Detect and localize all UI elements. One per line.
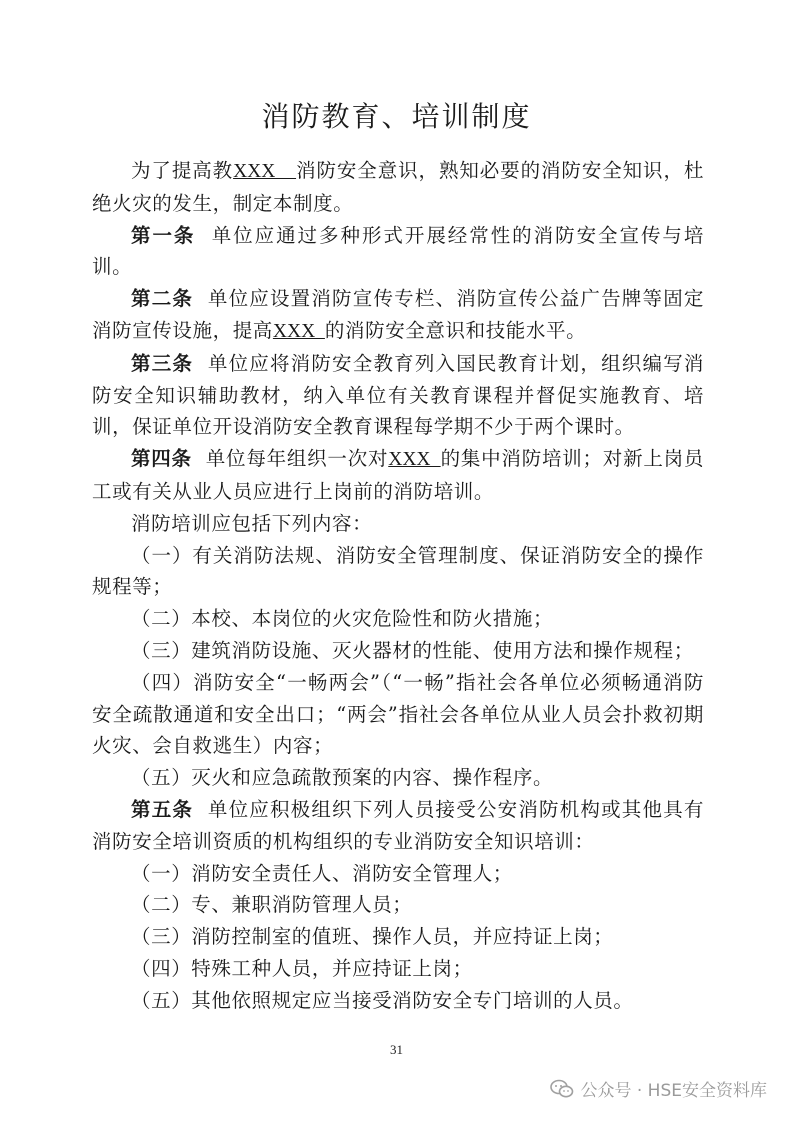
watermark xyxy=(550,1076,767,1101)
list-item: （二）专、兼职消防管理人员； xyxy=(131,893,413,917)
document-title: 消防教育、培训制度 xyxy=(261,100,532,133)
article-label: 第三条 xyxy=(131,351,194,375)
article-text-a: 单位每年组织一次对 xyxy=(191,447,389,471)
placeholder-underline: XXX xyxy=(272,320,325,342)
article-text: 单位应将消防安全教育列入国民教育计划，组织编写消防安全知识辅助教材，纳入单位有关教育课程并督促实施教育、培训，保证单位开设消防安全教育课程每学期不少于两个课时。 xyxy=(92,351,704,439)
article-4 xyxy=(92,443,704,508)
article-label: 第四条 xyxy=(131,447,192,471)
list-item: （四）特殊工种人员，并应持证上岗； xyxy=(131,956,473,980)
list-item: （二）本校、本岗位的火灾危险性和防火措施； xyxy=(131,607,554,631)
article-text: 单位应通过多种形式开展经常性的消防安全宣传与培训。 xyxy=(92,223,704,279)
placeholder-underline: XXX xyxy=(388,449,441,471)
article-text-b: 的消防安全意识和技能水平。 xyxy=(324,318,587,342)
intro-paragraph xyxy=(92,155,704,220)
article-label: 第一条 xyxy=(131,223,196,247)
article-text: 单位应积极组织下列人员接受公安消防机构或其他具有消防安全培训资质的机构组织的专业消防安全知识培训： xyxy=(92,797,704,853)
wechat-icon xyxy=(550,1079,574,1099)
list-item: （一）消防安全责任人、消防安全管理人； xyxy=(131,861,513,885)
list-item: （五）其他依照规定应当接受消防安全专门培训的人员。 xyxy=(131,988,634,1012)
list-item: （三）消防控制室的值班、操作人员，并应持证上岗； xyxy=(131,925,614,949)
article-label: 第二条 xyxy=(131,287,194,311)
intro-text-a: 为了提高教 xyxy=(131,159,234,182)
intro-text-b: 消防安全意识，熟知必要的消防安全知识，杜绝火灾的发生，制定本制度。 xyxy=(92,159,704,215)
article-label: 第五条 xyxy=(131,797,194,821)
list-item: （三）建筑消防设施、灭火器材的性能、使用方法和操作规程； xyxy=(131,638,694,662)
article-5 xyxy=(92,794,704,858)
page-number: 31 xyxy=(390,1042,403,1057)
article-text-a: 单位应设置消防宣传专栏、消防宣传公益广告牌等固定消防宣传设施，提高 xyxy=(92,287,704,342)
placeholder-underline: XXX xyxy=(233,161,297,182)
article-1 xyxy=(92,220,704,284)
article-3 xyxy=(92,348,704,443)
article-4-lead: 消防培训应包括下列内容： xyxy=(131,511,373,535)
watermark-text: 公众号 · HSE安全资料库 xyxy=(580,1081,767,1101)
list-item: （五）灭火和应急疏散预案的内容、操作程序。 xyxy=(131,766,554,790)
document-body xyxy=(92,155,704,1017)
list-item: （一）有关消防法规、消防安全管理制度、保证消防安全的操作规程等； xyxy=(92,543,704,599)
list-item: （四）消防安全“一畅两会”（“一畅”指社会各单位必须畅通消防安全疏散通道和安全出口；“两会”指社会各单位从业人员会扑救初期火灾、会自救逃生）内容； xyxy=(92,670,704,758)
article-2 xyxy=(92,283,704,348)
article-text-b: 的集中消防培训；对新上岗员工或有关从业人员应进行上岗前的消防培训。 xyxy=(92,447,704,503)
